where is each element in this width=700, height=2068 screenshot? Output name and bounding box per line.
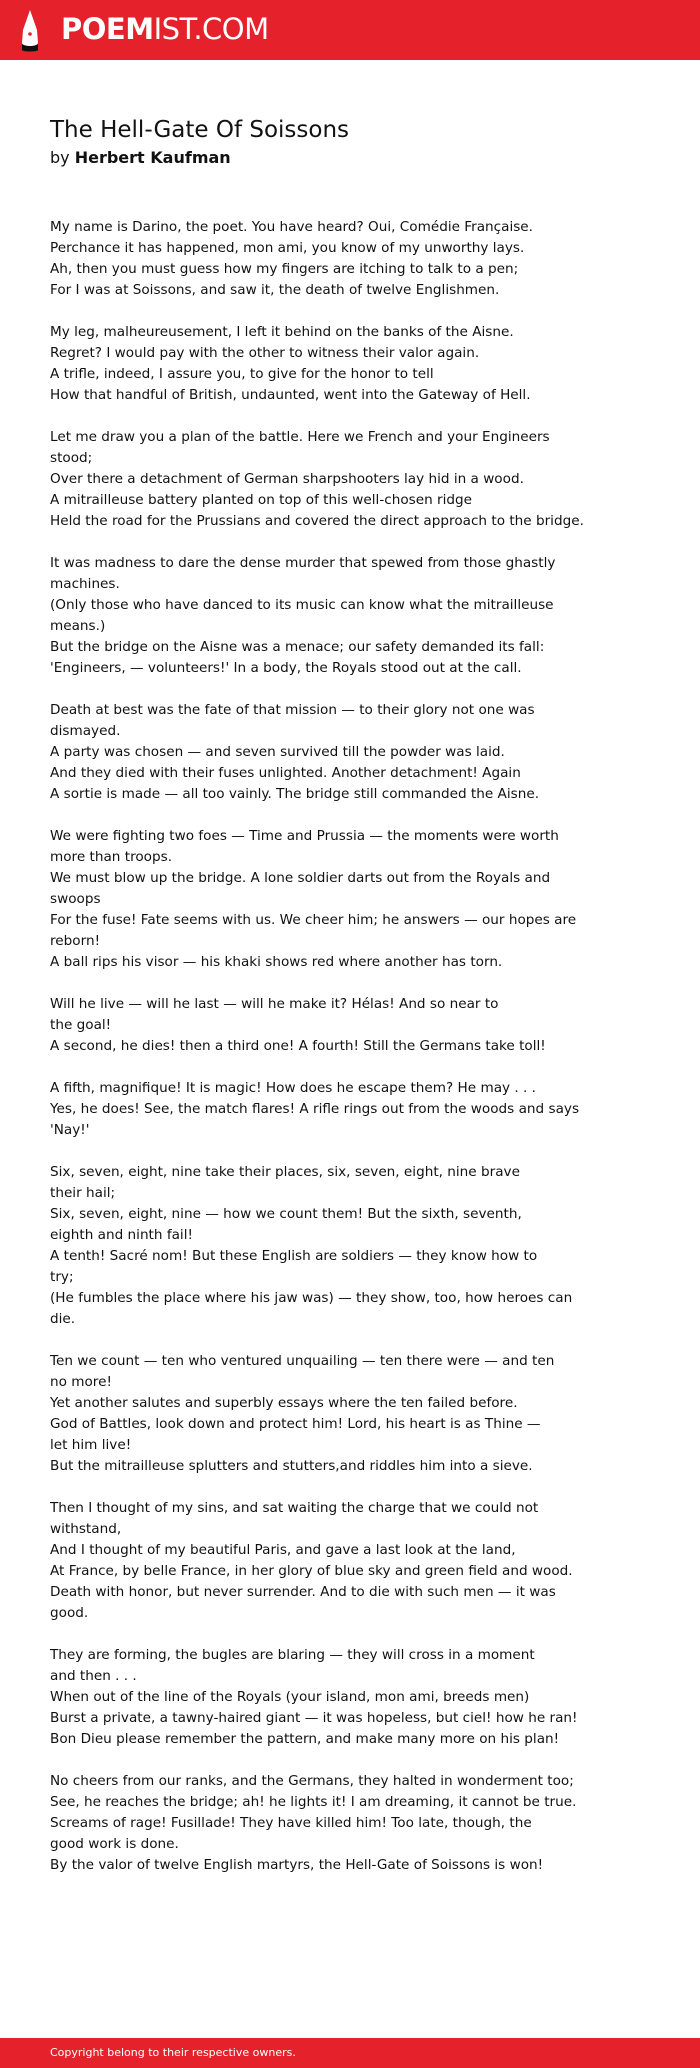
poem-line: When out of the line of the Royals (your island, mon ami, breeds men) xyxy=(50,1689,530,1705)
poem-line: By the valor of twelve English martyrs, the Hell-Gate of Soissons is won! xyxy=(50,1857,544,1873)
poem-stanza xyxy=(50,553,590,679)
by-label: by xyxy=(50,148,70,167)
byline xyxy=(50,147,231,169)
poem-line: A party was chosen — and seven survived till the powder was laid. xyxy=(50,744,505,760)
site-header xyxy=(0,0,700,60)
poem-line: (He fumbles the place where his jaw was) — they show, too, how heroes can die. xyxy=(50,1290,573,1327)
poem-stanza xyxy=(50,994,590,1057)
poem-stanza xyxy=(50,1645,590,1750)
poem-line: Ten we count — ten who ventured unquailing — ten there were — and ten no more! xyxy=(50,1353,555,1390)
poem-line: We must blow up the bridge. A lone soldier darts out from the Royals and swoops xyxy=(50,870,551,907)
poem-line: Death at best was the fate of that mission — to their glory not one was dismayed. xyxy=(50,702,535,739)
poem-line: My leg, malheureusement, I left it behind on the banks of the Aisne. xyxy=(50,324,514,340)
poem-line: (Only those who have danced to its music can know what the mitrailleuse means.) xyxy=(50,597,554,634)
poem-line: Over there a detachment of German sharpshooters lay hid in a wood. xyxy=(50,471,524,487)
poem-line: A tenth! Sacré nom! But these English are soldiers — they know how to try; xyxy=(50,1248,538,1285)
poem-line: And they died with their fuses unlighted. Another detachment! Again xyxy=(50,765,521,781)
logo-text-bold: POEM xyxy=(61,12,154,46)
poem-line: Bon Dieu please remember the pattern, and make many more on his plan! xyxy=(50,1731,560,1747)
poem-stanza xyxy=(50,700,590,805)
poem-line: A mitrailleuse battery planted on top of this well-chosen ridge xyxy=(50,492,473,508)
poem-line: But the mitrailleuse splutters and stutters,and riddles him into a sieve. xyxy=(50,1458,533,1474)
poem-line: A fifth, magnifique! It is magic! How does he escape them? He may . . . xyxy=(50,1080,537,1096)
poem-line: Regret? I would pay with the other to witness their valor again. xyxy=(50,345,480,361)
poem-body xyxy=(50,217,590,1897)
site-logo[interactable] xyxy=(61,11,269,47)
poem-line: We were fighting two foes — Time and Prussia — the moments were worth more than troops. xyxy=(50,828,559,865)
poem-stanza xyxy=(50,217,590,301)
poem-stanza xyxy=(50,427,590,532)
author-name: Herbert Kaufman xyxy=(74,148,231,167)
poem-stanza xyxy=(50,1498,590,1624)
poem-line: Perchance it has happened, mon ami, you know of my unworthy lays. xyxy=(50,240,525,256)
poem-line: My name is Darino, the poet. You have heard? Oui, Comédie Française. xyxy=(50,219,533,235)
poem-line: Then I thought of my sins, and sat waiting the charge that we could not withstand, xyxy=(50,1500,539,1537)
poem-line: Ah, then you must guess how my fingers are itching to talk to a pen; xyxy=(50,261,519,277)
poem-line: For I was at Soissons, and saw it, the death of twelve Englishmen. xyxy=(50,282,500,298)
poem-stanza xyxy=(50,1351,590,1477)
site-footer xyxy=(0,2038,700,2068)
poem-line: A ball rips his visor — his khaki shows red where another has torn. xyxy=(50,954,503,970)
poem-line: It was madness to dare the dense murder that spewed from those ghastly machines. xyxy=(50,555,556,592)
poem-line: Six, seven, eight, nine take their places, six, seven, eight, nine brave their hail; xyxy=(50,1164,520,1201)
poem-line: They are forming, the bugles are blaring — they will cross in a moment and then . . . xyxy=(50,1647,535,1684)
poem-line: How that handful of British, undaunted, went into the Gateway of Hell. xyxy=(50,387,531,403)
poem-title: The Hell-Gate Of Soissons xyxy=(50,117,350,143)
poem-line: Held the road for the Prussians and covered the direct approach to the bridge. xyxy=(50,513,584,529)
poem-stanza xyxy=(50,826,590,973)
pen-nib-icon[interactable] xyxy=(18,10,42,52)
logo-text-light: IST.COM xyxy=(153,12,269,46)
poem-stanza xyxy=(50,1078,590,1141)
copyright-notice: Copyright belong to their respective owners. xyxy=(50,2046,296,2059)
poem-line: Burst a private, a tawny-haired giant — it was hopeless, but ciel! how he ran! xyxy=(50,1710,578,1726)
poem-stanza xyxy=(50,1162,590,1330)
poem-line: Will he live — will he last — will he make it? Hélas! And so near to the goal! xyxy=(50,996,499,1033)
poem-line: Death with honor, but never surrender. And to die with such men — it was good. xyxy=(50,1584,556,1621)
poem-line: A second, he dies! then a third one! A fourth! Still the Germans take toll! xyxy=(50,1038,546,1054)
poem-line: Let me draw you a plan of the battle. Here we French and your Engineers stood; xyxy=(50,429,550,466)
poem-line: But the bridge on the Aisne was a menace; our safety demanded its fall: xyxy=(50,639,545,655)
poem-line: A trifle, indeed, I assure you, to give for the honor to tell xyxy=(50,366,434,382)
poem-line: Yet another salutes and superbly essays where the ten failed before. xyxy=(50,1395,518,1411)
poem-line: Six, seven, eight, nine — how we count them! But the sixth, seventh, eighth and ninth fail! xyxy=(50,1206,522,1243)
poem-line: 'Engineers, — volunteers!' In a body, the Royals stood out at the call. xyxy=(50,660,522,676)
poem-line: And I thought of my beautiful Paris, and gave a last look at the land, xyxy=(50,1542,516,1558)
poem-line: A sortie is made — all too vainly. The bridge still commanded the Aisne. xyxy=(50,786,540,802)
poem-line: Screams of rage! Fusillade! They have killed him! Too late, though, the good work is done. xyxy=(50,1815,532,1852)
poem-line: No cheers from our ranks, and the Germans, they halted in wonderment too; xyxy=(50,1773,574,1789)
poem-line: At France, by belle France, in her glory of blue sky and green field and wood. xyxy=(50,1563,573,1579)
poem-stanza xyxy=(50,1771,590,1876)
poem-line: God of Battles, look down and protect him! Lord, his heart is as Thine — let him live! xyxy=(50,1416,541,1453)
poem-line: Yes, he does! See, the match flares! A rifle rings out from the woods and says 'Nay!' xyxy=(50,1101,580,1138)
poem-line: See, he reaches the bridge; ah! he lights it! I am dreaming, it cannot be true. xyxy=(50,1794,577,1810)
poem-line: For the fuse! Fate seems with us. We cheer him; he answers — our hopes are reborn! xyxy=(50,912,577,949)
poem-stanza xyxy=(50,322,590,406)
